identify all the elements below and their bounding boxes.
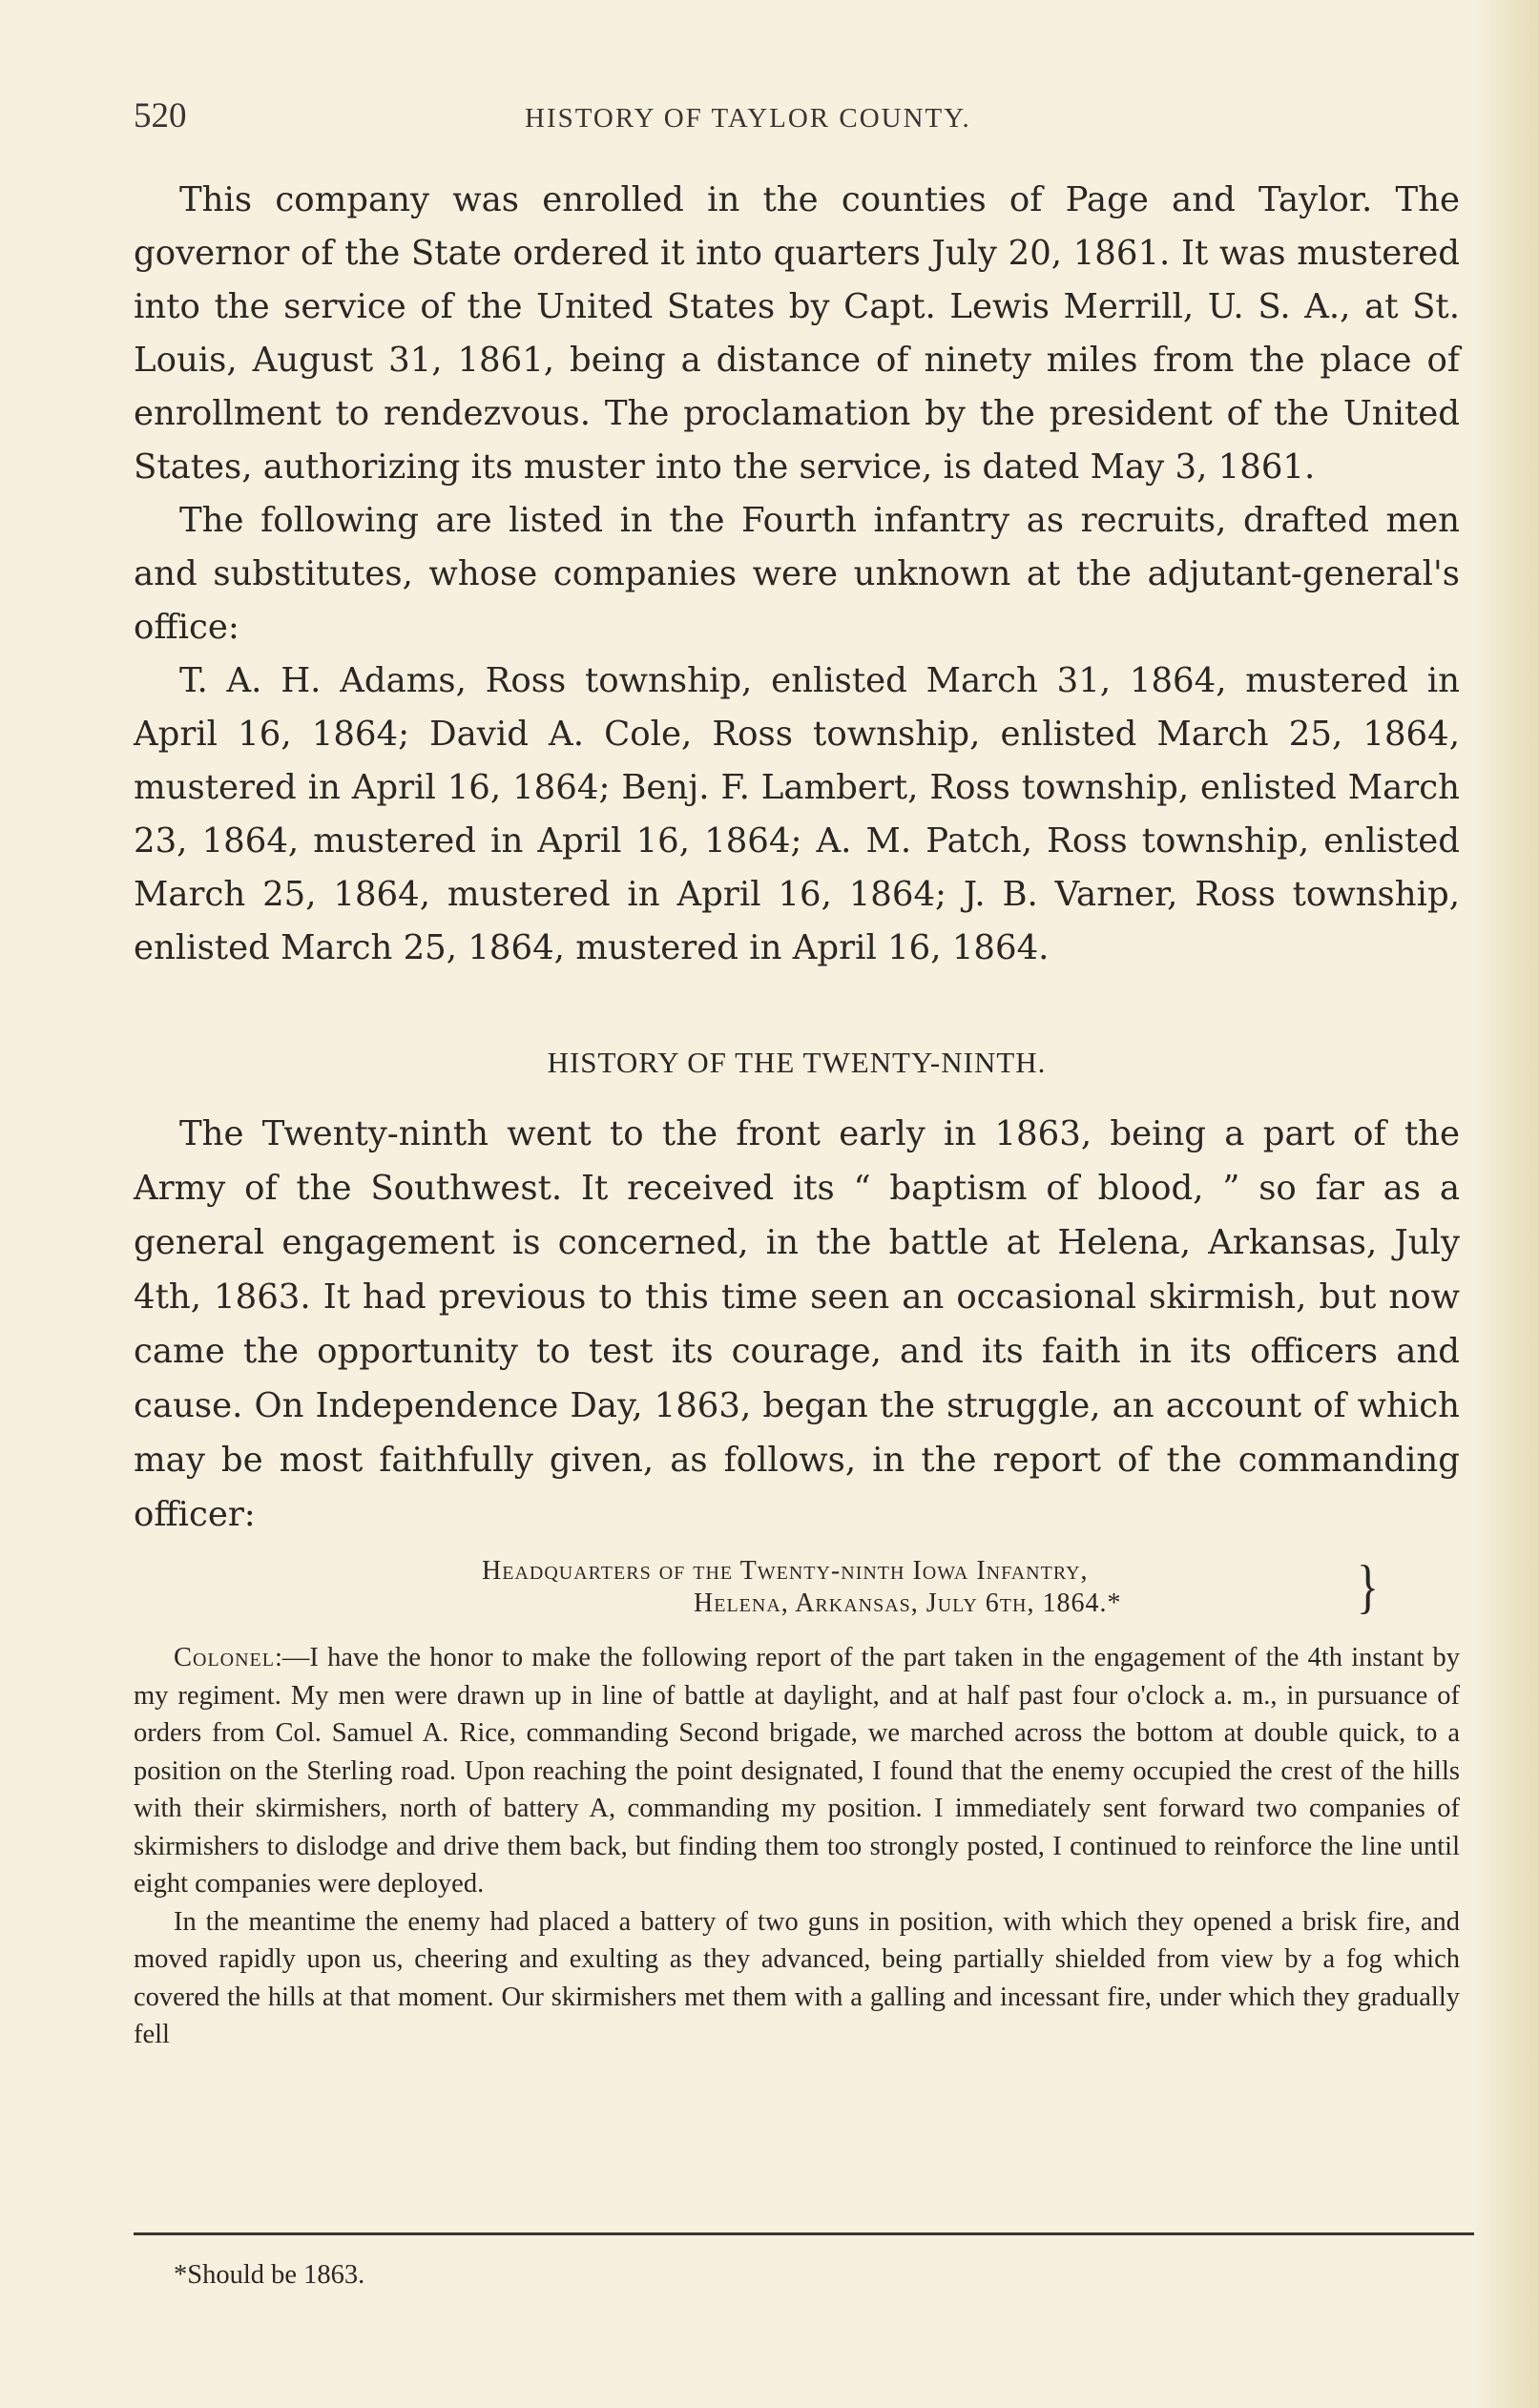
- report-text: [134, 1639, 1460, 2054]
- body-text: [134, 174, 1460, 975]
- dateline-place-date: Helena, Arkansas, July 6th, 1864.*: [694, 1588, 1122, 1618]
- report-dateline: [482, 1555, 1379, 1620]
- running-head-title: HISTORY OF TAYLOR COUNTY.: [525, 103, 971, 134]
- paragraph-recruits-intro: The following are listed in the Fourth infantry as recruits, drafted men and substitutes, whose companies were unknown at the adjutant-general's office:: [134, 501, 1460, 647]
- section-body: [134, 1107, 1460, 1542]
- footnote: *Should be 1863.: [174, 2260, 365, 2290]
- report-salutation: Colonel: [174, 1643, 275, 1672]
- report-paragraph-1-text: :—I have the honor to make the following report of the part taken in the engagement of the 4th instant by my regiment. My men were drawn up in line of battle at daylight, and at half past four o'clock a. m., in pursuance of orders from Col. Samuel A. Rice, commanding Second brigade, we marched across the bottom at double quick, to a position on the Sterling road. Upon reaching the point designated, I found that the enemy occupied the crest of the hills with their skirmishers, north of battery A, commanding my position. I immediately sent forward two companies of skirmishers to dislodge and drive them back, but finding them too strongly posted, I continued to reinforce the line until eight companies were deployed.: [134, 1643, 1460, 1899]
- paragraph-recruits-list: T. A. H. Adams, Ross township, enlisted March 31, 1864, mustered in April 16, 1864; David A. Cole, Ross township, enlisted March 25, 1864, mustered in April 16, 1864; Benj. F. Lambert, Ross township, enlisted March 23, 1864, mustered in April 16, 1864; A. M. Patch, Ross township, enlisted March 25, 1864, mustered in April 16, 1864; J. B. Varner, Ross township, enlisted March 25, 1864, mustered in April 16, 1864.: [134, 661, 1460, 967]
- page-edge-shading: [1472, 0, 1539, 2408]
- paragraph-twenty-ninth: The Twenty-ninth went to the front early in 1863, being a part of the Army of the Southwest. It received its “ baptism of blood, ” so far as a general engagement is concerned, in the battle at Helena, Arkansas, July 4th, 1863. It had previous to this time seen an occasional skirmish, but now came the opportunity to test its courage, and its faith in its officers and cause. On Independence Day, 1863, began the struggle, an account of which may be most faithfully given, as follows, in the report of the commanding officer:: [134, 1114, 1460, 1534]
- dateline-headquarters: Headquarters of the Twenty-ninth Iowa Infantry,: [482, 1556, 1089, 1586]
- paragraph-enrollment: This company was enrolled in the counties of Page and Taylor. The governor of the State ordered it into quarters July 20, 1861. It was mustered into the service of the United States by Capt. Lewis Merrill, U. S. A., at St. Louis, August 31, 1861, being a distance of ninety miles from the place of enrollment to rendezvous. The proclamation by the president of the United States, authorizing its muster into the service, is dated May 3, 1861.: [134, 180, 1460, 487]
- page-number: 520: [134, 96, 187, 135]
- running-head: [134, 95, 1450, 143]
- report-paragraph-1: [134, 1639, 1460, 1903]
- report-paragraph-2: In the meantime the enemy had placed a battery of two guns in position, with which they opened a brisk fire, and moved rapidly upon us, cheering and exulting as they advanced, being partially shielded from view by a fog which covered the hills at that moment. Our skirmishers met them with a galling and incessant fire, under which they gradually fell: [134, 1906, 1460, 2049]
- footnote-rule: [134, 2232, 1474, 2235]
- section-heading: HISTORY OF THE TWENTY-NINTH.: [547, 1046, 1047, 1079]
- brace-glyph: }: [1356, 1553, 1379, 1620]
